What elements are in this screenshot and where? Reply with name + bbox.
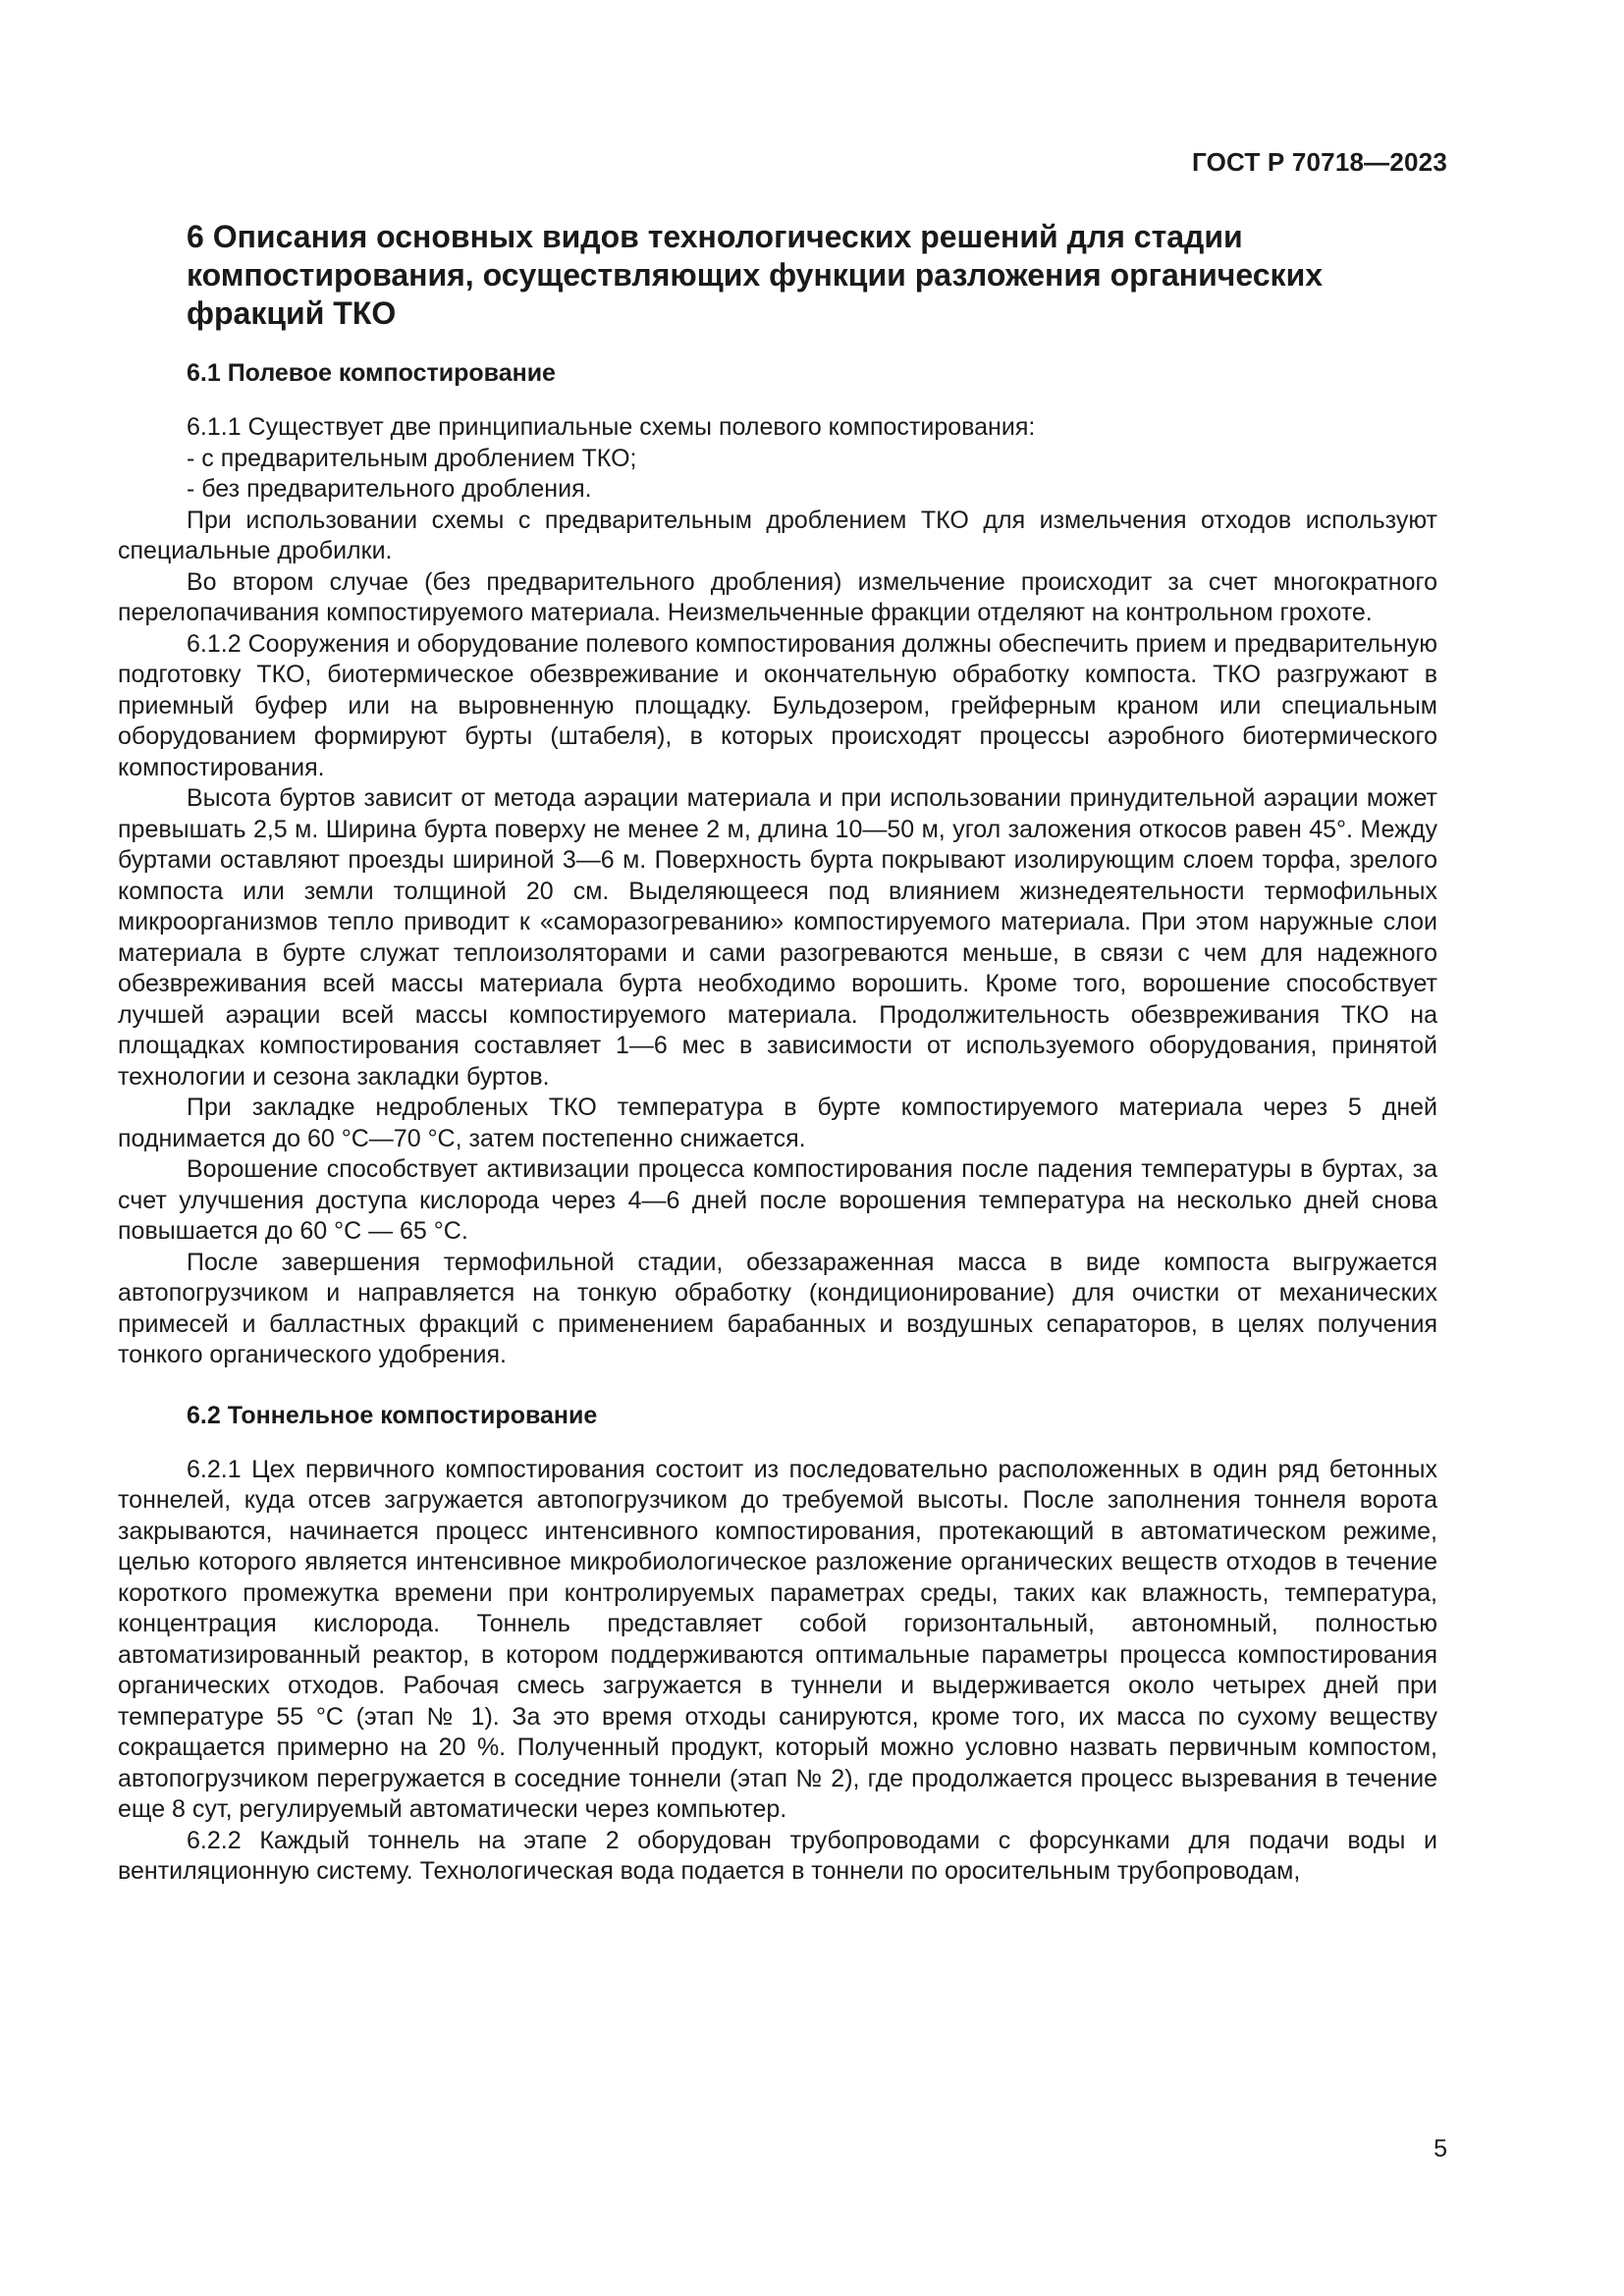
paragraph: При закладке недробленых ТКО температура в бурте компостируемого материала через 5 дней поднимается до 60 °С—70 °С, затем постепенно снижается. xyxy=(118,1094,1437,1152)
paragraph: После завершения термофильной стадии, обеззараженная масса в виде компоста выгружается автопогрузчиком и направляется на тонкую обработку (кондиционирование) для очистки от механических примесей и балластных фракций с применением барабанных и воздушных сепараторов, в целях получения тонкого органического удобрения. xyxy=(118,1248,1437,1368)
page-number: 5 xyxy=(1434,2135,1447,2163)
subsection-title-6-2: 6.2 Тоннельное компостирование xyxy=(187,1401,598,1429)
paragraph-6-1-1-intro: 6.1.1 Существует две принципиальные схемы полевого компостирования: xyxy=(187,413,1036,441)
paragraph-6-1-2: 6.1.2 Сооружения и оборудование полевого компостирования должны обеспечить прием и предварительную подготовку ТКО, биотермическое обезвреживание и окончательную обработку компоста. ТКО разгружают в приемный буфер или на выровненную площадку. Бульдозером, грейферным краном или специальным оборудованием формируют бурты (штабеля), в которых происходят процессы аэробного биотермического компостирования. xyxy=(118,629,1437,781)
standard-code-header: ГОСТ Р 70718—2023 xyxy=(1192,147,1447,177)
paragraph-6-2-1: 6.2.1 Цех первичного компостирования состоит из последовательно расположенных в один ряд бетонных тоннелей, куда отсев загружается автопогрузчиком до требуемой высоты. После заполнения тоннеля ворота закрываются, начинается процесс интенсивного компостирования, протекающий в автоматическом режиме, целью которого является интенсивное микробиологическое разложение органических веществ отходов в течение короткого промежутка времени при контролируемых параметрах среды, таких как влажность, температура, концентрация кислорода. Тоннель представляет собой горизонтальный, автономный, полностью автоматизированный реактор, в котором поддерживаются оптимальные параметры процесса компостирования органических отходов. Рабочая смесь загружается в туннели и выдерживается около четырех дней при температуре 55 °С (этап № 1). За это время отходы санируются, кроме того, их масса по сухому веществу сокращается примерно на 20 %. Полученный продукт, который можно условно назвать первичным компостом, автопогрузчиком перегружается в соседние тоннели (этап № 2), где продолжается процесс вызревания в течение еще 8 сут, регулируемый автоматически через компьютер. xyxy=(118,1455,1437,1823)
list-item: - без предварительного дробления. xyxy=(187,475,592,503)
section-title: 6 Описания основных видов технологических решений для стадии компостирования, осуществляющих функции разложения органических фракций ТКО xyxy=(187,219,1324,331)
paragraph: Высота буртов зависит от метода аэрации материала и при использовании принудительной аэрации может превышать 2,5 м. Ширина бурта поверху не менее 2 м, длина 10—50 м, угол заложения откосов равен 45°. Между буртами оставляют проезды шириной 3—6 м. Поверхность бурта покрывают изолирующим слоем торфа, зрелого компоста или земли толщиной 20 см. Выделяющееся под влиянием жизнедеятельности термофильных микроорганизмов тепло приводит к «саморазогреванию» компостируемого материала. При этом наружные слои материала в бурте служат теплоизоляторами и сами разогреваются меньше, в связи с чем для надежного обезвреживания всей массы материала бурта необходимо ворошить. Кроме того, ворошение способствует лучшей аэрации всей массы компостируемого материала. Продолжительность обезвреживания ТКО на площадках компостирования составляет 1—6 мес в зависимости от используемого оборудования, принятой технологии и сезона закладки буртов. xyxy=(118,784,1437,1091)
paragraph: Во втором случае (без предварительного дробления) измельчение происходит за счет многократного перелопачивания компостируемого материала. Неизмельченные фракции отделяют на контрольном грохоте. xyxy=(118,567,1437,626)
paragraph: При использовании схемы с предварительным дроблением ТКО для измельчения отходов используют специальные дробилки. xyxy=(118,506,1437,564)
list-item: - с предварительным дроблением ТКО; xyxy=(187,444,637,472)
paragraph-6-2-2: 6.2.2 Каждый тоннель на этапе 2 оборудован трубопроводами с форсунками для подачи воды и вентиляционную систему. Технологическая вода подается в тоннели по оросительным трубопроводам, xyxy=(118,1826,1437,1885)
subsection-title-6-1: 6.1 Полевое компостирование xyxy=(187,359,556,387)
page-content xyxy=(118,218,1437,1888)
paragraph: Ворошение способствует активизации процесса компостирования после падения температуры в буртах, за счет улучшения доступа кислорода через 4—6 дней после ворошения температура на несколько дней снова повышается до 60 °С — 65 °С. xyxy=(118,1155,1437,1245)
